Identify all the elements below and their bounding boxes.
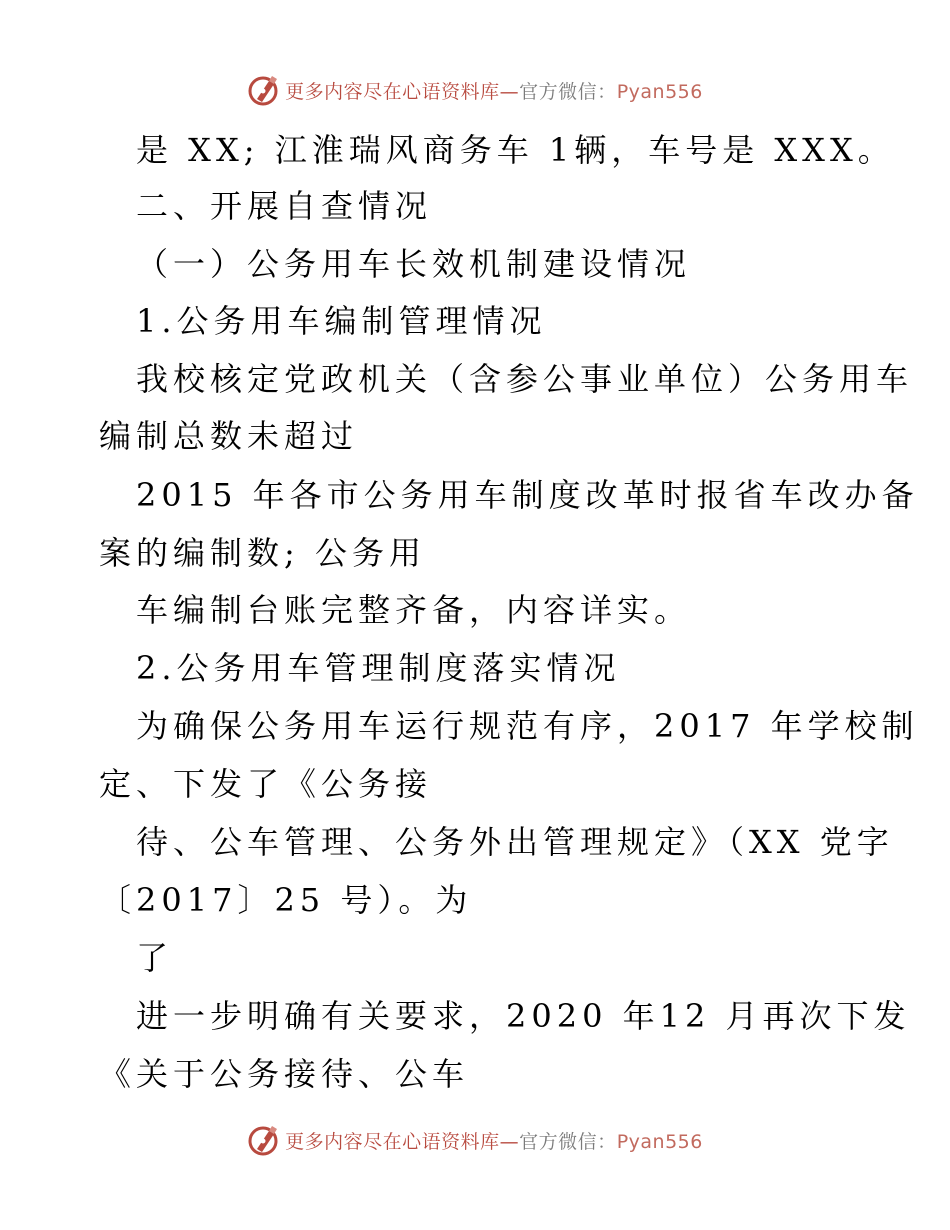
header-watermark xyxy=(0,70,950,110)
item-heading: 2.公务用车管理制度落实情况 xyxy=(136,649,621,687)
watermark-wechat-id: Pyan556 xyxy=(616,80,703,103)
watermark-wechat-id: Pyan556 xyxy=(616,1130,703,1153)
subsection-heading: （一）公务用车长效机制建设情况 xyxy=(136,245,692,283)
text-line: 进一步明确有关要求，2020 年12 月再次下发 xyxy=(136,997,911,1035)
text-line: 编制总数未超过 xyxy=(99,417,359,455)
watermark-main-text: 更多内容尽在心语资料库 xyxy=(285,1130,500,1153)
text-line: 是 XX; 江淮瑞风商务车 1辆，车号是 XXX。 xyxy=(136,131,895,169)
footer-watermark xyxy=(0,1120,950,1160)
watermark-separator: — xyxy=(499,1130,520,1153)
text-line: 了 xyxy=(136,939,174,977)
pen-logo-icon xyxy=(247,73,281,107)
text-line: 案的编制数; 公务用 xyxy=(99,534,426,572)
watermark-official-label: 官方微信： xyxy=(519,80,617,103)
text-line: 定、下发了《公务接 xyxy=(99,765,433,803)
text-line: 为确保公务用车运行规范有序，2017 年学校制 xyxy=(136,707,919,745)
text-line: 待、公车管理、公务外出管理规定》（XX 党字 xyxy=(136,823,894,861)
watermark-main-text: 更多内容尽在心语资料库 xyxy=(285,80,500,103)
pen-logo-icon xyxy=(247,1123,281,1157)
item-heading: 1.公务用车编制管理情况 xyxy=(136,302,547,340)
text-line: 《关于公务接待、公车 xyxy=(99,1055,470,1093)
watermark-official-label: 官方微信： xyxy=(519,1130,617,1153)
text-line: 2015 年各市公务用车制度改革时报省车改办备 xyxy=(136,476,919,514)
text-line: 我校核定党政机关（含参公事业单位）公务用车 xyxy=(136,360,914,398)
watermark-separator: — xyxy=(499,80,520,103)
text-line: 〔2017〕25 号）。为 xyxy=(99,881,473,919)
section-heading: 二、开展自查情况 xyxy=(136,187,433,225)
text-line: 车编制台账完整齐备，内容详实。 xyxy=(136,591,692,629)
